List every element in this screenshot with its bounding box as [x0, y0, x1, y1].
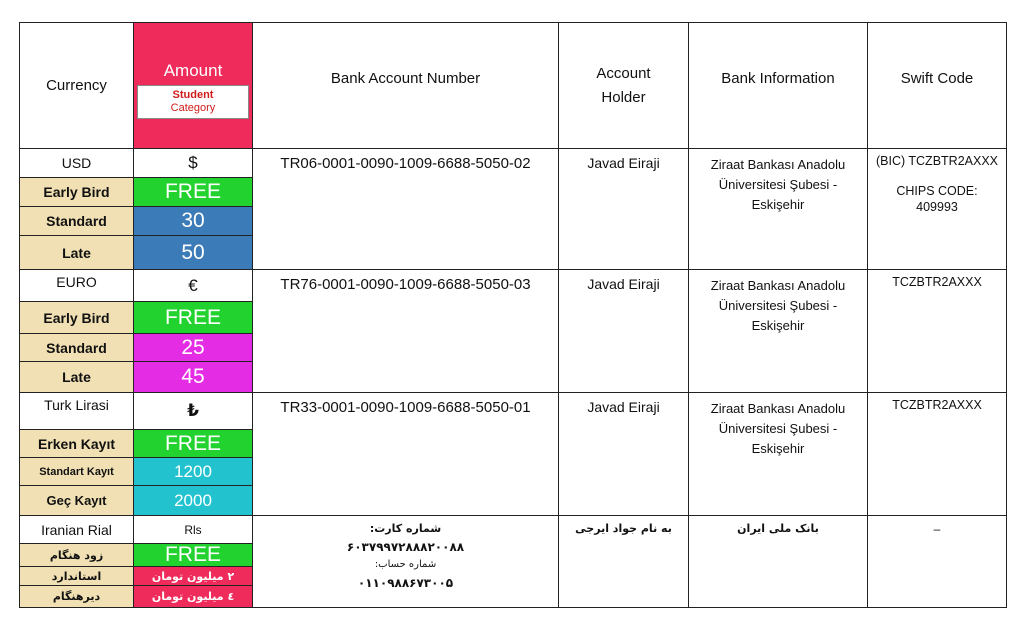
- header-holder-line2: Holder: [601, 88, 646, 106]
- usd-swift-line1: (BIC) TCZBTR2AXXX: [875, 154, 998, 168]
- usd-currency: USD: [19, 148, 134, 178]
- rial-account-cell: [252, 515, 559, 608]
- header-swift-text: Swift Code: [900, 69, 974, 87]
- try-bank: [688, 392, 868, 516]
- usd-early-label: Early Bird: [19, 177, 134, 207]
- header-holder: [558, 22, 689, 149]
- try-late-label: Geç Kayıt: [19, 485, 134, 516]
- header-bank-info: [688, 22, 868, 149]
- usd-late-value: 50: [133, 235, 253, 270]
- header-bank-info-text: Bank Information: [721, 69, 835, 87]
- usd-swift-line3: 409993: [916, 200, 958, 214]
- euro-late-value: 45: [133, 361, 253, 393]
- try-account: TR33-0001-0090-1009-6688-5050-01: [252, 392, 559, 516]
- student-category-box: [137, 85, 249, 119]
- euro-early-value: FREE: [133, 301, 253, 334]
- euro-standard-value: 25: [133, 333, 253, 362]
- try-early-value: FREE: [133, 429, 253, 458]
- euro-bank-line2: Üniversitesi Şubesi -: [718, 298, 838, 313]
- usd-holder: Javad Eiraji: [558, 148, 689, 270]
- header-holder-line1: Account: [596, 64, 651, 82]
- rial-symbol: Rls: [133, 515, 253, 544]
- payment-table: [19, 22, 1007, 608]
- try-standard-label: Standart Kayıt: [19, 457, 134, 486]
- category-line2: Category: [170, 102, 216, 114]
- rial-swift: –: [867, 515, 1007, 608]
- rial-late-value: ٤ میلیون تومان: [133, 585, 253, 608]
- header-swift: [867, 22, 1007, 149]
- usd-bank-line2: Üniversitesi Şubesi -: [718, 177, 838, 192]
- rial-standard-label: استاندارد: [19, 566, 134, 586]
- rial-card-label: شماره کارت:: [369, 522, 442, 535]
- usd-bank-line1: Ziraat Bankası Anadolu: [710, 157, 846, 172]
- category-line1: Student: [172, 89, 214, 101]
- euro-holder: Javad Eiraji: [558, 269, 689, 393]
- rial-account-number: ۰۱۱۰۹۸۸۶۷۳۰۰۵: [357, 576, 454, 590]
- euro-swift: TCZBTR2AXXX: [867, 269, 1007, 393]
- header-account-number: [252, 22, 559, 149]
- try-late-value: 2000: [133, 485, 253, 516]
- try-symbol: ₺: [133, 392, 253, 430]
- header-amount: [133, 22, 253, 149]
- euro-account: TR76-0001-0090-1009-6688-5050-03: [252, 269, 559, 393]
- rial-standard-value: ۲ میلیون تومان: [133, 566, 253, 586]
- euro-bank: [688, 269, 868, 393]
- rial-account-label: شماره حساب:: [374, 559, 437, 570]
- usd-bank: [688, 148, 868, 270]
- rial-bank: بانک ملی ایران: [688, 515, 868, 608]
- try-standard-value: 1200: [133, 457, 253, 486]
- euro-early-label: Early Bird: [19, 301, 134, 334]
- euro-late-label: Late: [19, 361, 134, 393]
- euro-symbol: €: [133, 269, 253, 302]
- euro-standard-label: Standard: [19, 333, 134, 362]
- try-holder: Javad Eiraji: [558, 392, 689, 516]
- rial-early-label: زود هنگام: [19, 543, 134, 567]
- usd-late-label: Late: [19, 235, 134, 270]
- try-currency: Turk Lirasi: [19, 392, 134, 430]
- euro-bank-line1: Ziraat Bankası Anadolu: [710, 278, 846, 293]
- usd-standard-label: Standard: [19, 206, 134, 236]
- try-swift: TCZBTR2AXXX: [867, 392, 1007, 516]
- rial-currency: Iranian Rial: [19, 515, 134, 544]
- try-bank-line2: Üniversitesi Şubesi -: [718, 421, 838, 436]
- usd-standard-value: 30: [133, 206, 253, 236]
- rial-early-value: FREE: [133, 543, 253, 567]
- try-bank-line1: Ziraat Bankası Anadolu: [710, 401, 846, 416]
- rial-card-number: ۶۰۳۷۹۹۷۲۸۸۸۲۰۰۸۸: [346, 540, 465, 554]
- rial-holder: به نام جواد ایرجی: [558, 515, 689, 608]
- usd-bank-line3: Eskişehir: [751, 197, 805, 212]
- try-early-label: Erken Kayıt: [19, 429, 134, 458]
- try-bank-line3: Eskişehir: [751, 441, 805, 456]
- usd-early-value: FREE: [133, 177, 253, 207]
- header-account-number-text: Bank Account Number: [330, 69, 481, 87]
- euro-bank-line3: Eskişehir: [751, 318, 805, 333]
- euro-currency: EURO: [19, 269, 134, 302]
- header-currency-text: Currency: [46, 76, 107, 94]
- usd-swift-line2: CHIPS CODE:: [896, 184, 978, 198]
- usd-swift: [867, 148, 1007, 270]
- header-currency: [19, 22, 134, 149]
- header-amount-text: Amount: [163, 61, 223, 80]
- usd-account: TR06-0001-0090-1009-6688-5050-02: [252, 148, 559, 270]
- usd-symbol: $: [133, 148, 253, 178]
- rial-late-label: دیرهنگام: [19, 585, 134, 608]
